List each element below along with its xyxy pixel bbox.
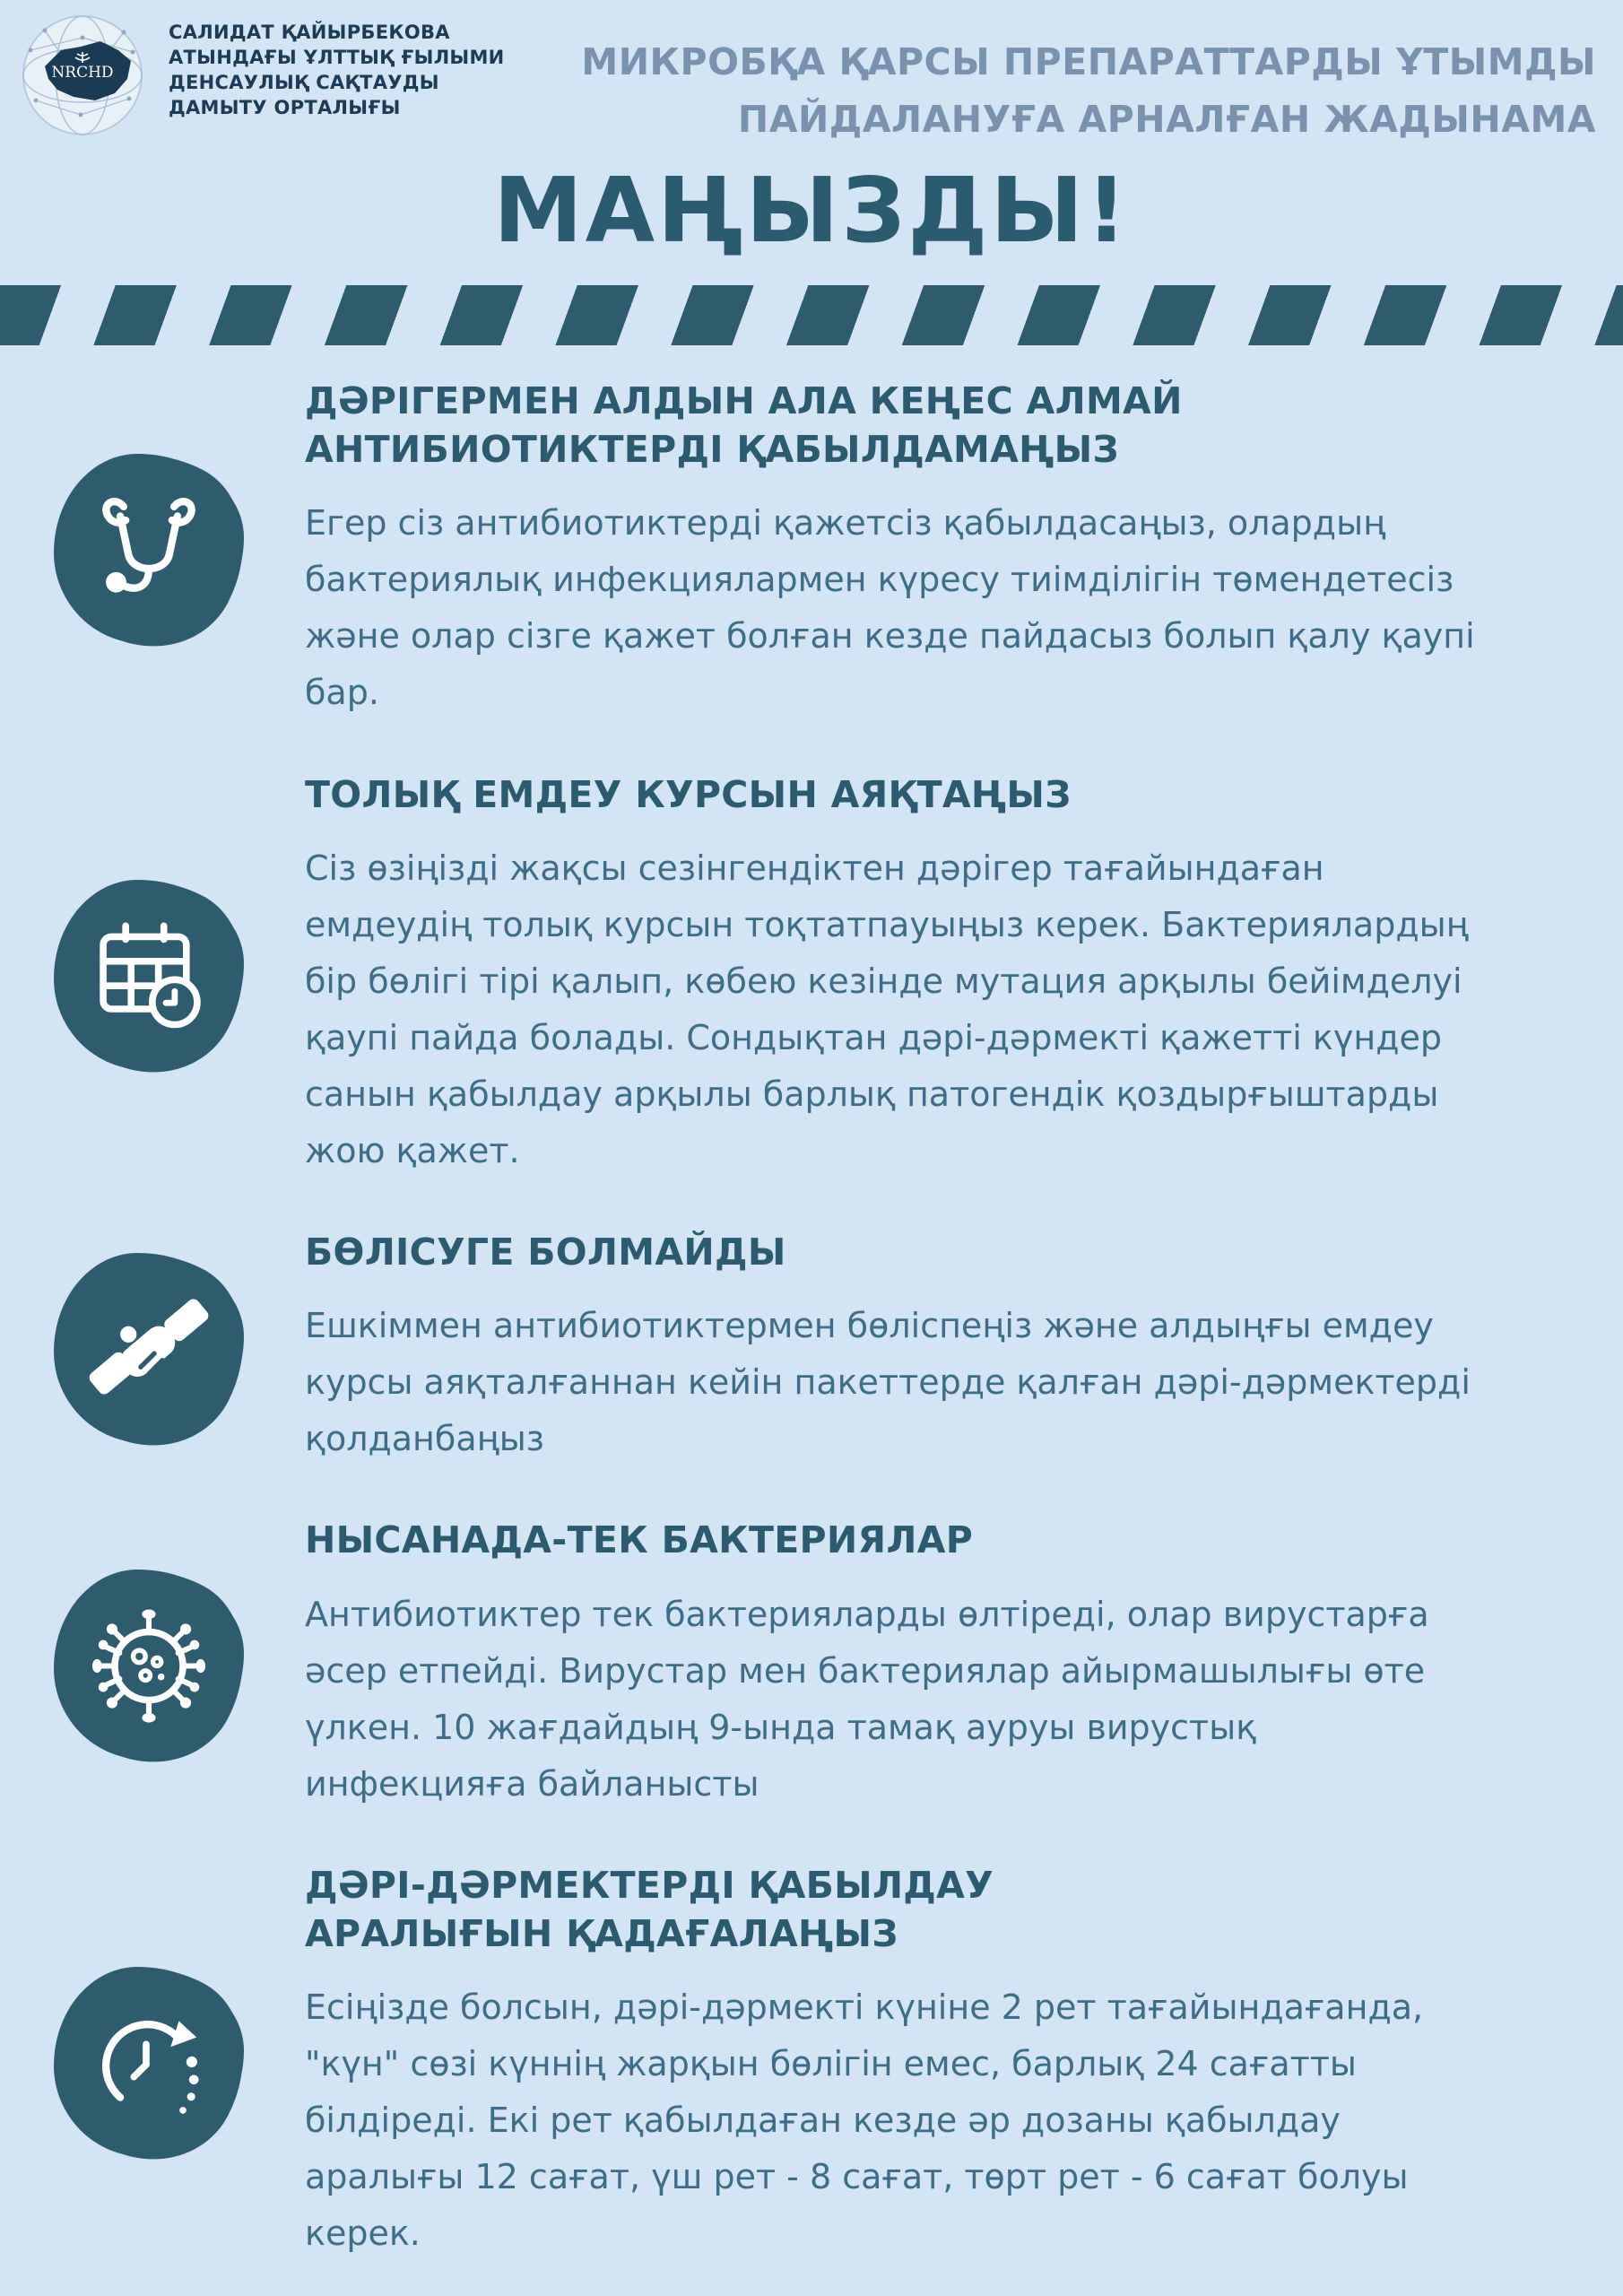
section-heading: БӨЛІСУГЕ БОЛМАЙДЫ bbox=[305, 1231, 786, 1274]
section-body: Ешкіммен антибиотиктермен бөліспеңіз және алдыңғы емдеу курсы аяқталғаннан кейін пакеттерде қалған дәрі-дәрмектерді қолданбаңыз bbox=[305, 1306, 1471, 1459]
document-title bbox=[581, 34, 1596, 148]
badge bbox=[54, 1570, 244, 1760]
section-body: Антибиотиктер тек бактерияларды өлтіреді, олар вирустарға әсер етпейді. Вирустар мен бактериялар айырмашылығы өте үлкен. 10 жағдайдың 9-ында тамақ ауруы вирустық инфекцияға байланысты bbox=[305, 1594, 1429, 1804]
section-body: Сіз өзіңізді жақсы сезінгендіктен дәрігер тағайындаған емдеудің толық курсын тоқтатпауыңыз керек. Бактериялардың бір бөлігі тірі қалып, көбею кезінде мутация арқылы бейімделуі қаупі пайда болады. Сондықтан дәрі-дәрмекті қажетті күндер санын қабылдау арқылы барлық патогендік қоздырғыштарды жою қажет. bbox=[305, 848, 1469, 1171]
badge bbox=[54, 1967, 244, 2157]
section-body: Есіңізде болсын, дәрі-дәрмекті күніне 2 рет тағайындағанда, "күн" сөзі күннің жарқын бөлігін емес, барлық 24 сағатты білдіреді. Екі рет қабылдаған кезде әр дозаны қабылдау аралығы 12 сағат, үш рет - 8 сағат, төрт рет - 6 сағат болуы керек. bbox=[305, 1987, 1424, 2254]
org-name-line: ДЕНСАУЛЫҚ САҚТАУДЫ bbox=[169, 72, 439, 93]
diagonal-stripes-divider bbox=[0, 285, 1623, 345]
org-name-line: САЛИДАТ ҚАЙЫРБЕКОВА bbox=[169, 22, 450, 43]
section-heading: НЫСАНАДА-ТЕК БАКТЕРИЯЛАР bbox=[305, 1518, 974, 1562]
section-do-not-share bbox=[50, 1228, 1580, 1467]
section-consult-doctor bbox=[50, 377, 1580, 722]
badge bbox=[54, 880, 244, 1070]
sections bbox=[50, 377, 1580, 2262]
calendar-clock-icon bbox=[81, 907, 217, 1043]
clock-interval-icon bbox=[81, 1994, 217, 2130]
section-body: Егер сіз антибиотиктерді қажетсіз қабылдасаңыз, олардың бактериялық инфекциялармен күресу тиімділігін төмендетесіз және олар сізге қажет болған кезде пайдасыз болып қалу қаупі бар. bbox=[305, 503, 1475, 713]
banner-title: МАҢЫЗДЫ! bbox=[493, 158, 1130, 263]
section-heading: ДӘРІГЕРМЕН АЛДЫН АЛА КЕҢЕС АЛМАЙ АНТИБИОТИКТЕРДІ ҚАБЫЛДАМАҢЫЗ bbox=[305, 379, 1183, 472]
org-name-line: ДАМЫТУ ОРТАЛЫҒЫ bbox=[169, 97, 401, 118]
org-name bbox=[169, 20, 505, 120]
nrchd-logo bbox=[18, 11, 152, 145]
section-heading: ТОЛЫҚ ЕМДЕУ КУРСЫН АЯҚТАҢЫЗ bbox=[305, 772, 1072, 816]
logo-abbr: NRCHD bbox=[51, 64, 114, 82]
stethoscope-icon bbox=[81, 481, 217, 617]
section-heading: ДӘРІ-ДӘРМЕКТЕРДІ ҚАБЫЛДАУ АРАЛЫҒЫН ҚАДАҒАЛАҢЫЗ bbox=[305, 1863, 994, 1955]
document-title-line2: ПАЙДАЛАНУҒА АРНАЛҒАН ЖАДЫНАМА bbox=[737, 97, 1596, 141]
section-finish-course bbox=[50, 770, 1580, 1180]
org-name-line: АТЫНДАҒЫ ҰЛТТЫҚ ҒЫЛЫМИ bbox=[169, 47, 505, 68]
section-only-bacteria bbox=[50, 1516, 1580, 1812]
virus-icon bbox=[81, 1596, 217, 1733]
handshake-icon bbox=[81, 1280, 217, 1416]
badge bbox=[54, 1253, 244, 1443]
badge bbox=[54, 454, 244, 644]
globe-network-icon bbox=[18, 11, 152, 145]
section-dosing-interval bbox=[50, 1861, 1580, 2263]
document-title-line1: МИКРОБҚА ҚАРСЫ ПРЕПАРАТТАРДЫ ҰТЫМДЫ bbox=[581, 40, 1596, 83]
